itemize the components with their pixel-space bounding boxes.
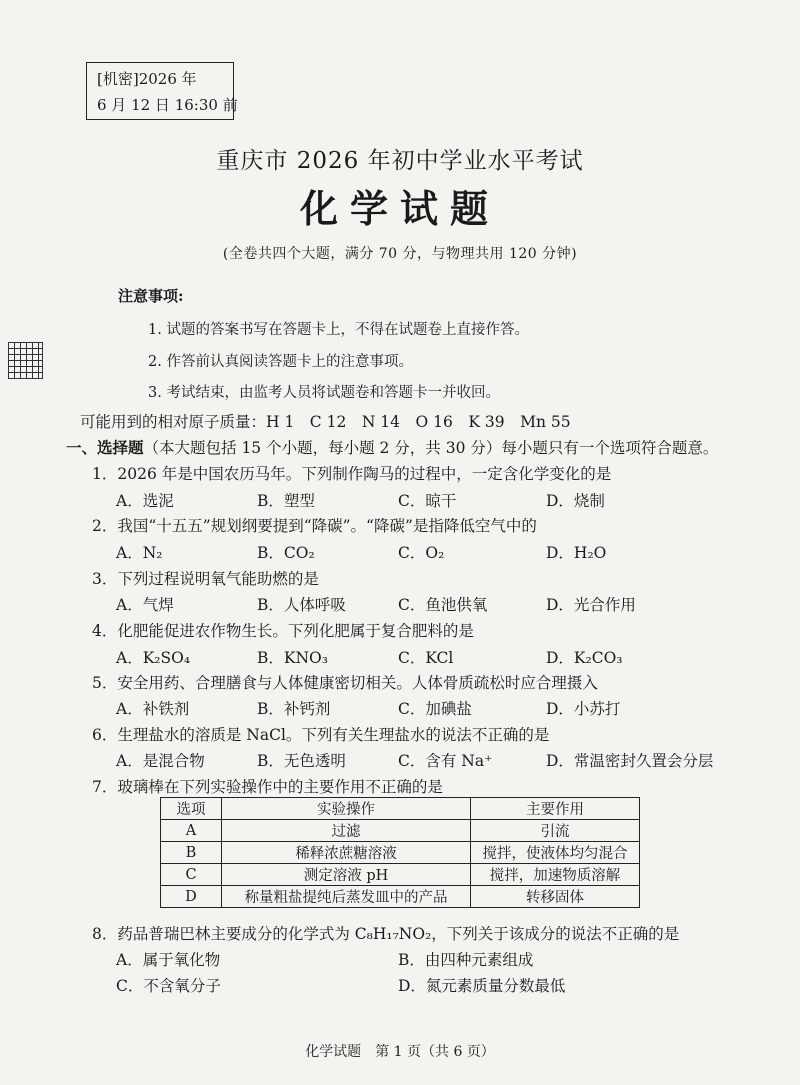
table-row: [161, 864, 640, 886]
confidential-line-1: [机密]2026 年: [97, 70, 197, 88]
q5-option-b: B．补钙剂: [257, 700, 331, 718]
q1-option-d: D．烧制: [546, 492, 605, 510]
atomic-mass-line: 可能用到的相对原子质量：H 1 C 12 N 14 O 16 K 39 Mn 55: [80, 413, 571, 431]
question-7-stem: 7．玻璃棒在下列实验操作中的主要作用不正确的是: [92, 778, 443, 796]
table-cell: D: [161, 886, 222, 908]
q3-option-a: A．气焊: [116, 596, 174, 614]
table-header-cell: 实验操作: [222, 798, 471, 820]
question-6-stem: 6．生理盐水的溶质是 NaCl。下列有关生理盐水的说法不正确的是: [92, 726, 550, 744]
section-1-desc: （本大题包括 15 个小题，每小题 2 分，共 30 分）每小题只有一个选项符合题意。: [143, 439, 719, 457]
q1-option-c: C．晾干: [398, 492, 457, 510]
q5-option-c: C．加碘盐: [398, 700, 472, 718]
confidential-stamp-box: [86, 62, 238, 120]
section-1-heading: [66, 436, 718, 458]
q8-option-a: A．属于氧化物: [116, 951, 221, 969]
q1-option-b: B．塑型: [257, 492, 315, 510]
table-cell: 稀释浓蔗糖溶液: [222, 842, 471, 864]
q3-option-d: D．光合作用: [546, 596, 636, 614]
table-cell: A: [161, 820, 222, 842]
question-5-stem: 5．安全用药、合理膳食与人体健康密切相关。人体骨质疏松时应合理摄入: [92, 674, 598, 692]
q5-option-d: D．小苏打: [546, 700, 621, 718]
table-cell: 测定溶液 pH: [222, 864, 471, 886]
exam-subtitle: (全卷共四个大题，满分 70 分，与物理共用 120 分钟): [222, 246, 578, 262]
table-row: [161, 886, 640, 908]
question-1-stem: 1．2026 年是中国农历马年。下列制作陶马的过程中，一定含化学变化的是: [92, 465, 612, 483]
q4-option-b: B．KNO₃: [257, 649, 328, 667]
q2-option-d: D．H₂O: [546, 544, 607, 562]
table-row: [161, 820, 640, 842]
q6-option-c: C．含有 Na⁺: [398, 752, 493, 770]
q7-table: [160, 797, 640, 908]
exam-name: 重庆市 2026 年初中学业水平考试: [216, 148, 584, 174]
question-4-stem: 4．化肥能促进农作物生长。下列化肥属于复合肥料的是: [92, 622, 474, 640]
q8-option-b: B．由四种元素组成: [398, 951, 534, 969]
table-cell: 搅拌，加速物质溶解: [471, 864, 640, 886]
table-row: [161, 842, 640, 864]
q3-option-c: C．鱼池供氧: [398, 596, 488, 614]
table-header-cell: 选项: [161, 798, 222, 820]
notice-item-1: 1. 试题的答案书写在答题卡上，不得在试题卷上直接作答。: [148, 322, 529, 338]
q4-option-d: D．K₂CO₃: [546, 649, 623, 667]
q6-option-d: D．常温密封久置会分层: [546, 752, 714, 770]
table-cell: 转移固体: [471, 886, 640, 908]
table-cell: 引流: [471, 820, 640, 842]
notice-heading: 注意事项:: [118, 287, 184, 305]
table-cell: 搅拌，使液体均匀混合: [471, 842, 640, 864]
question-8-stem: 8．药品普瑞巴林主要成分的化学式为 C₈H₁₇NO₂，下列关于该成分的说法不正确的是: [92, 925, 680, 943]
table-cell: C: [161, 864, 222, 886]
q4-option-a: A．K₂SO₄: [116, 649, 191, 667]
q2-option-c: C．O₂: [398, 544, 445, 562]
q8-option-c: C．不含氧分子: [116, 977, 221, 995]
question-3-stem: 3．下列过程说明氧气能助燃的是: [92, 570, 319, 588]
q3-option-b: B．人体呼吸: [257, 596, 346, 614]
notice-item-3: 3. 考试结束，由监考人员将试题卷和答题卡一并收回。: [148, 385, 500, 401]
exam-title: 化学试题: [299, 186, 500, 231]
q8-option-d: D．氮元素质量分数最低: [398, 977, 566, 995]
table-header-cell: 主要作用: [471, 798, 640, 820]
page-footer: 化学试题 第 1 页（共 6 页）: [305, 1044, 495, 1060]
q2-option-b: B．CO₂: [257, 544, 315, 562]
section-1-label: 一、选择题: [66, 438, 144, 457]
q2-option-a: A．N₂: [116, 544, 163, 562]
table-cell: 过滤: [222, 820, 471, 842]
grid-mark-icon: [8, 342, 43, 379]
table-cell: 称量粗盐提纯后蒸发皿中的产品: [222, 886, 471, 908]
q1-option-a: A．选泥: [116, 492, 174, 510]
q6-option-a: A．是混合物: [116, 752, 205, 770]
question-2-stem: 2．我国“十五五”规划纲要提到“降碳”。“降碳”是指降低空气中的: [92, 517, 537, 535]
q5-option-a: A．补铁剂: [116, 700, 190, 718]
table-header-row: [161, 798, 640, 820]
q6-option-b: B．无色透明: [257, 752, 346, 770]
q4-option-c: C．KCl: [398, 649, 454, 667]
confidential-line-2: 6 月 12 日 16:30 前: [97, 96, 238, 114]
notice-item-2: 2. 作答前认真阅读答题卡上的注意事项。: [148, 354, 413, 370]
table-cell: B: [161, 842, 222, 864]
